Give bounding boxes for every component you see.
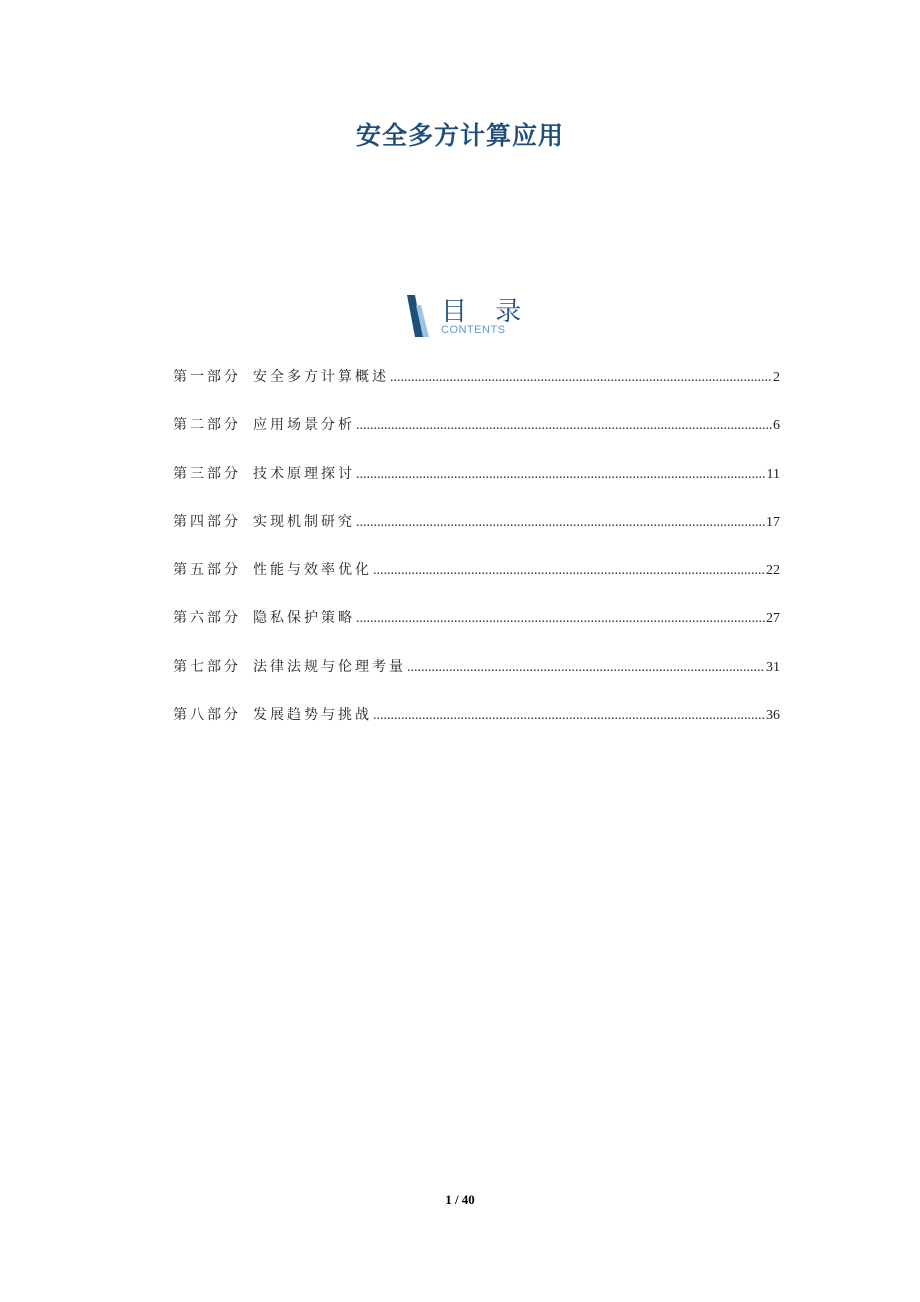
toc-dot-leader bbox=[390, 370, 772, 386]
toc-subheading: CONTENTS bbox=[441, 324, 506, 336]
toc-part-label: 第三部分 bbox=[173, 465, 241, 482]
toc-entry[interactable] bbox=[173, 463, 780, 511]
toc-section-title: 安全多方计算概述 bbox=[253, 369, 389, 385]
toc-page-number: 31 bbox=[766, 659, 780, 675]
toc-section-title: 法律法规与伦理考量 bbox=[253, 658, 406, 675]
toc-dot-leader bbox=[356, 467, 766, 483]
toc-page-number: 11 bbox=[766, 466, 780, 482]
document-title: 安全多方计算应用 bbox=[355, 121, 564, 150]
toc-section-title: 性能与效率优化 bbox=[253, 562, 372, 579]
toc-section-title: 实现机制研究 bbox=[253, 513, 355, 530]
toc-dot-leader bbox=[356, 515, 765, 531]
toc-page-number: 27 bbox=[766, 611, 780, 627]
toc-page-number: 2 bbox=[773, 370, 780, 385]
toc-dot-leader bbox=[373, 563, 765, 579]
toc-entry[interactable] bbox=[173, 656, 780, 704]
toc-part-label: 第五部分 bbox=[173, 562, 241, 579]
toc-page-number: 22 bbox=[766, 563, 780, 579]
toc-list bbox=[173, 366, 780, 752]
toc-entry[interactable] bbox=[173, 414, 780, 462]
toc-page-number: 36 bbox=[766, 708, 780, 724]
toc-part-label: 第六部分 bbox=[173, 610, 241, 627]
toc-logo-icon bbox=[405, 295, 431, 337]
toc-header bbox=[405, 293, 532, 339]
toc-entry[interactable] bbox=[173, 704, 780, 752]
page-indicator: 1 / 40 bbox=[445, 1192, 475, 1207]
toc-dot-leader bbox=[356, 418, 772, 434]
toc-entry[interactable] bbox=[173, 607, 780, 655]
toc-dot-leader bbox=[407, 660, 765, 676]
toc-entry[interactable] bbox=[173, 559, 780, 607]
toc-dot-leader bbox=[356, 611, 765, 627]
toc-part-label: 第二部分 bbox=[173, 417, 241, 434]
toc-part-label: 第四部分 bbox=[173, 513, 241, 530]
toc-heading: 目 录 bbox=[441, 297, 532, 327]
toc-part-label: 第八部分 bbox=[173, 707, 241, 724]
toc-entry[interactable] bbox=[173, 366, 780, 414]
toc-page-number: 17 bbox=[766, 514, 780, 530]
toc-entry[interactable] bbox=[173, 511, 780, 559]
toc-dot-leader bbox=[373, 708, 765, 724]
toc-section-title: 技术原理探讨 bbox=[253, 465, 355, 482]
toc-section-title: 隐私保护策略 bbox=[253, 610, 355, 627]
toc-page-number: 6 bbox=[773, 418, 780, 434]
toc-section-title: 应用场景分析 bbox=[253, 417, 355, 434]
toc-part-label: 第七部分 bbox=[173, 658, 241, 675]
toc-part-label: 第一部分 bbox=[173, 369, 241, 385]
toc-section-title: 发展趋势与挑战 bbox=[253, 707, 372, 724]
